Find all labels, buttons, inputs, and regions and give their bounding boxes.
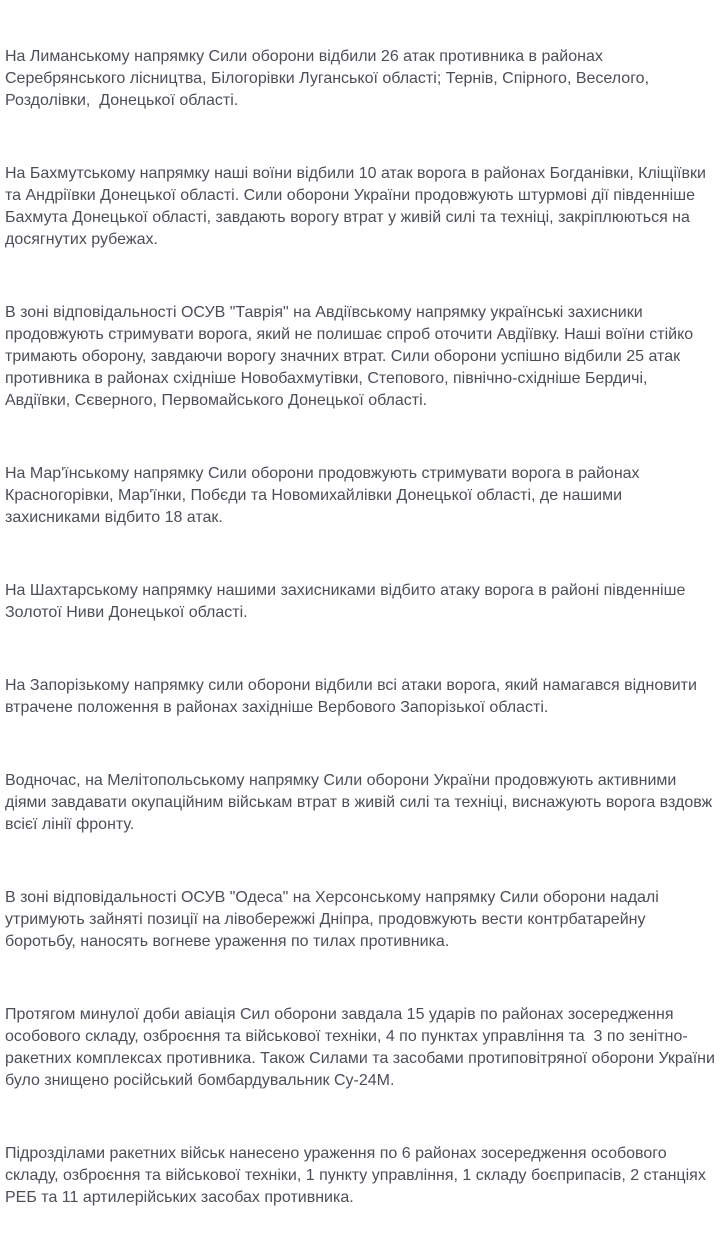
report-paragraph-avdiivka: В зоні відповідальності ОСУВ "Таврія" на Авдіївському напрямку українські захисники продовжують стримувати ворога, який не полишає спроб оточити Авдіївку. Наші воїни стійко тримають оборону, завдаючи ворогу значних втрат. Сили оборони успішно відбили 25 атак противника в районах східніше Новобахмутівки, Степового, північно-східніше Бердичі, Авдіївки, Сєверного, Первомайського Донецької області. — [5, 304, 698, 409]
report-paragraph-missile-forces: Підрозділами ракетних військ нанесено ураження по 6 районах зосередження особового складу, озброєння та військової техніки, 1 пункту управління, 1 складу боєприпасів, 2 станціях РЕБ та 11 артилерійських засобах противника. — [5, 1145, 711, 1206]
report-paragraph-marinka: На Мар'їнському напрямку Сили оборони продовжують стримувати ворога в районах Красногорівки, Мар'їнки, Побєди та Новомихайлівки Донецької області, де нашими захисниками відбито 18 атак. — [5, 465, 645, 526]
report-paragraph-melitopol: Водночас, на Мелітопольському напрямку Сили оборони України продовжують активними діями завдавати окупаційним військам втрат в живій силі та техніці, виснажують ворога вздовж всієї лінії фронту. — [5, 772, 717, 833]
report-paragraph-zaporizhzhia: На Запорізькому напрямку сили оборони відбили всі атаки ворога, який намагався відновити втрачене положення в районах західніше Вербового Запорізької області. — [5, 677, 702, 716]
report-paragraph-lyman: На Лиманському напрямку Сили оборони відбили 26 атак противника в районах Серебрянського лісництва, Білогорівки Луганської області; Тернів, Спірного, Веселого, Роздолівки, Донецької області. — [5, 48, 654, 109]
report-paragraph-bakhmut: На Бахмутському напрямку наші воїни відбили 10 атак ворога в районах Богданівки, Кліщіївки та Андріївки Донецької області. Сили оборони України продовжують штурмові дії південніше Бахмута Донецької області, завдають ворогу втрат у живій силі та техніці, закріплюються на досягнутих рубежах. — [5, 165, 711, 248]
report-paragraph-shakhtarsk: На Шахтарському напрямку нашими захисниками відбито атаку ворога в районі південніше Золотої Ниви Донецької області. — [5, 582, 690, 621]
report-paragraph-kherson: В зоні відповідальності ОСУВ "Одеса" на Херсонському напрямку Сили оборони надалі утримують зайняті позиції на лівобережжі Дніпра, продовжують вести контрбатарейну боротьбу, наносять вогневе ураження по тилах противника. — [5, 889, 664, 950]
report-paragraph-aviation: Протягом минулої доби авіація Сил оборони завдала 15 ударів по районах зосередження особового складу, озброєння та військової техніки, 4 по пунктах управління та 3 по зенітно-ракетних комплексах противника. Також Силами та засобами протиповітряної оборони України було знищено російський бомбардувальник Су-24М. — [5, 1006, 720, 1089]
